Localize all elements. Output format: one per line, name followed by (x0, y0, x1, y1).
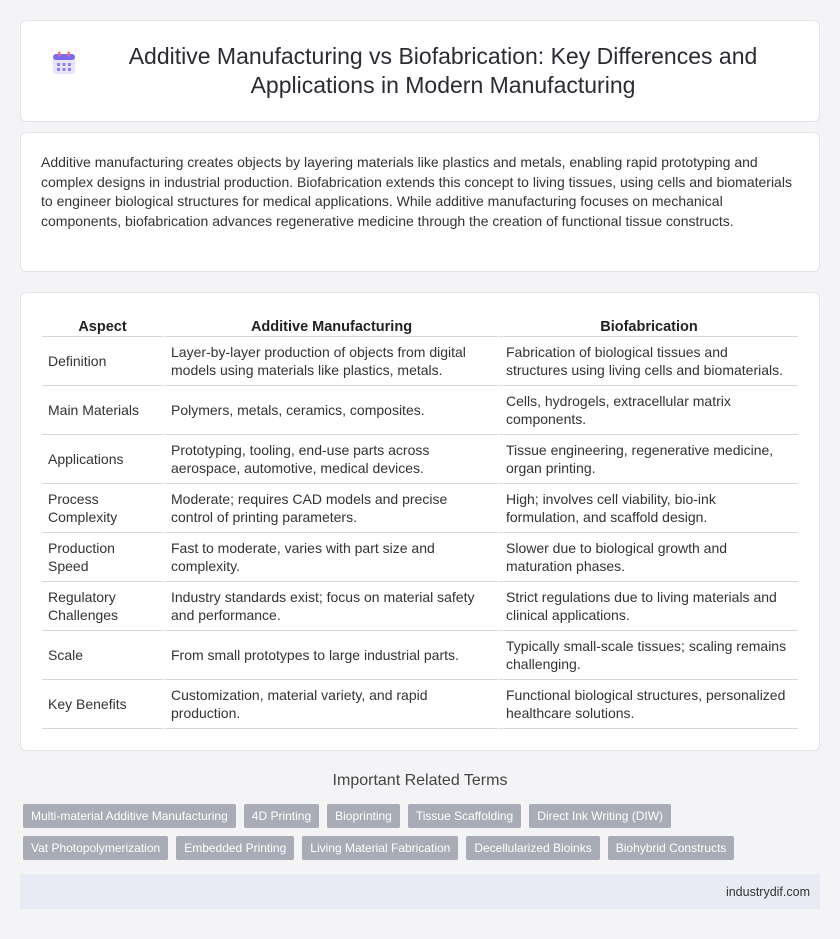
tag-biohybrid-constructs[interactable]: Biohybrid Constructs (608, 836, 735, 860)
tag-bioprinting[interactable]: Bioprinting (327, 804, 400, 828)
tag-tissue-scaffolding[interactable]: Tissue Scaffolding (408, 804, 521, 828)
table-header-row (42, 313, 798, 337)
related-terms-tags (23, 804, 823, 868)
intro-card (20, 132, 820, 272)
additive-cell: Moderate; requires CAD models and precise control of printing parameters. (163, 484, 498, 533)
page-title: Additive Manufacturing vs Biofabrication: Key Differences and Applications in Modern Manufacturing (128, 43, 758, 98)
comparison-table-card (20, 292, 820, 751)
additive-cell: From small prototypes to large industrial parts. (163, 631, 498, 680)
title-wrap (51, 42, 789, 100)
calendar-icon (51, 50, 77, 76)
biofabrication-cell: Cells, hydrogels, extracellular matrix components. (498, 386, 798, 435)
additive-cell: Industry standards exist; focus on material safety and performance. (163, 582, 498, 631)
aspect-cell: Definition (42, 337, 163, 386)
header-aspect: Aspect (42, 313, 163, 337)
aspect-cell: Key Benefits (42, 680, 163, 729)
tag-4d-printing[interactable]: 4D Printing (244, 804, 319, 828)
table-row (42, 680, 798, 729)
biofabrication-cell: Typically small-scale tissues; scaling remains challenging. (498, 631, 798, 680)
tag-row-2 (23, 836, 823, 860)
aspect-cell: Production Speed (42, 533, 163, 582)
biofabrication-cell: Slower due to biological growth and maturation phases. (498, 533, 798, 582)
aspect-cell: Scale (42, 631, 163, 680)
comparison-table (42, 313, 798, 729)
additive-cell: Prototyping, tooling, end-use parts across aerospace, automotive, medical devices. (163, 435, 498, 484)
table-row (42, 435, 798, 484)
tag-vat-photopolymerization[interactable]: Vat Photopolymerization (23, 836, 168, 860)
tag-living-material-fabrication[interactable]: Living Material Fabrication (302, 836, 458, 860)
biofabrication-cell: Strict regulations due to living materials and clinical applications. (498, 582, 798, 631)
header-additive-manufacturing: Additive Manufacturing (163, 313, 498, 337)
table-row (42, 533, 798, 582)
table-row (42, 484, 798, 533)
tag-row-1 (23, 804, 823, 828)
aspect-cell: Process Complexity (42, 484, 163, 533)
biofabrication-cell: Fabrication of biological tissues and structures using living cells and biomaterials. (498, 337, 798, 386)
additive-cell: Polymers, metals, ceramics, composites. (163, 386, 498, 435)
aspect-cell: Applications (42, 435, 163, 484)
title-card (20, 20, 820, 122)
additive-cell: Layer-by-layer production of objects from digital models using materials like plastics, metals. (163, 337, 498, 386)
table-row (42, 631, 798, 680)
aspect-cell: Main Materials (42, 386, 163, 435)
biofabrication-cell: Tissue engineering, regenerative medicine, organ printing. (498, 435, 798, 484)
tag-direct-ink-writing[interactable]: Direct Ink Writing (DIW) (529, 804, 671, 828)
related-terms-title: Important Related Terms (332, 772, 508, 789)
table-row (42, 582, 798, 631)
intro-paragraph: Additive manufacturing creates objects by layering materials like plastics and metals, enabling rapid prototyping and complex designs in industrial production. Biofabrication extends this concept to living tissues, using cells and biomaterials to engineer biological structures for medical applications. While additive manufacturing focuses on mechanical components, biofabrication advances regenerative medicine through the creation of functional tissue constructs. (41, 154, 792, 229)
footer-site[interactable]: industrydif.com (725, 884, 810, 899)
additive-cell: Fast to moderate, varies with part size and complexity. (163, 533, 498, 582)
header-biofabrication: Biofabrication (498, 313, 798, 337)
tag-multi-material-additive-manufacturing[interactable]: Multi-material Additive Manufacturing (23, 804, 236, 828)
biofabrication-cell: High; involves cell viability, bio-ink formulation, and scaffold design. (498, 484, 798, 533)
biofabrication-cell: Functional biological structures, personalized healthcare solutions. (498, 680, 798, 729)
footer (20, 874, 820, 909)
tag-decellularized-bioinks[interactable]: Decellularized Bioinks (466, 836, 599, 860)
tag-embedded-printing[interactable]: Embedded Printing (176, 836, 294, 860)
additive-cell: Customization, material variety, and rapid production. (163, 680, 498, 729)
table-row (42, 386, 798, 435)
aspect-cell: Regulatory Challenges (42, 582, 163, 631)
table-row (42, 337, 798, 386)
